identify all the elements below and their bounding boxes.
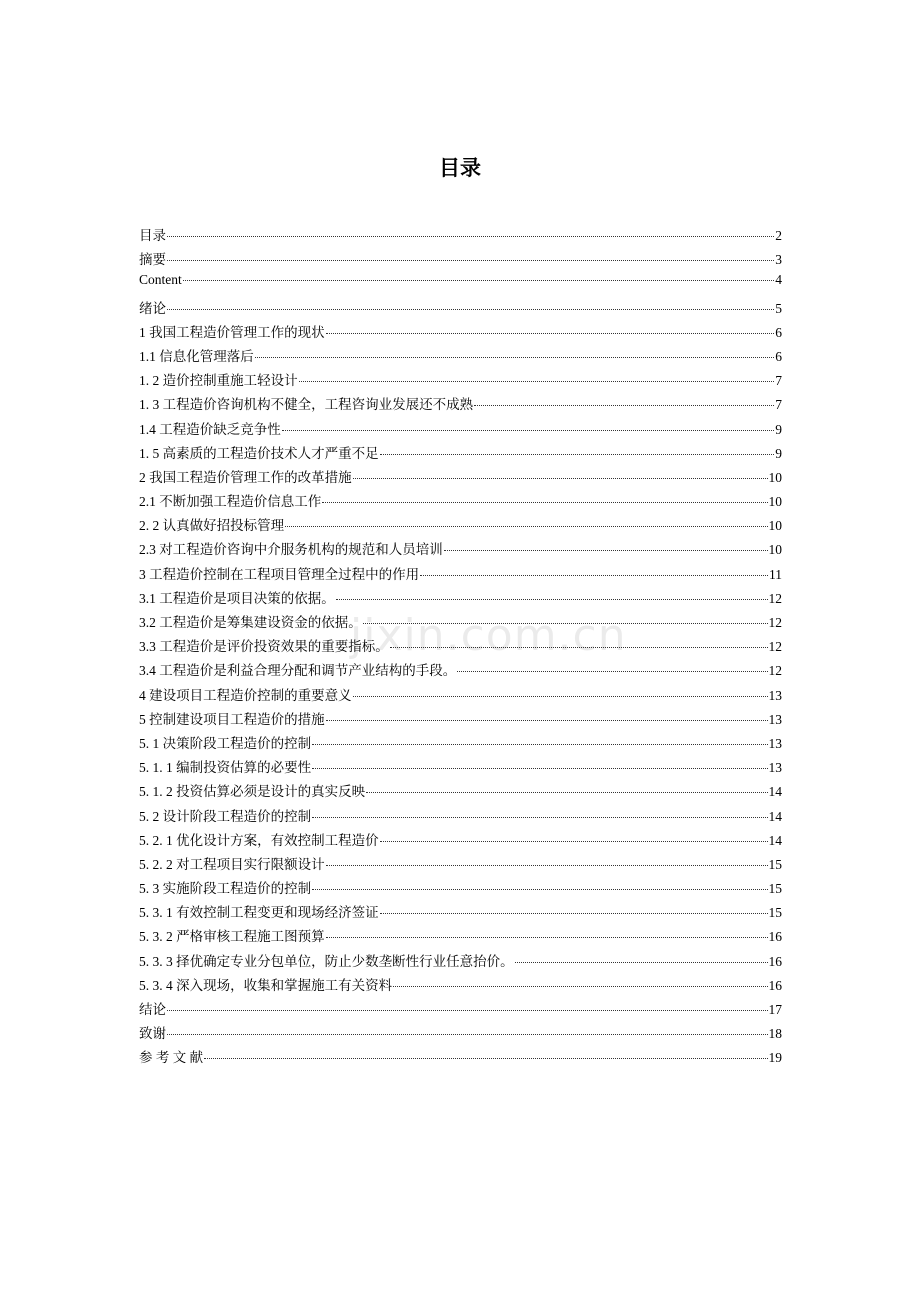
toc-entry-label: 4 建设项目工程造价控制的重要意义 <box>139 687 352 703</box>
toc-leader-dots <box>285 526 767 527</box>
toc-leader-dots <box>420 575 768 576</box>
toc-entry-page-number: 11 <box>769 566 782 582</box>
toc-entry-label: 5. 1. 2 投资估算必须是设计的真实反映 <box>139 784 366 800</box>
toc-leader-dots <box>322 502 767 503</box>
toc-entry[interactable] <box>139 611 782 635</box>
toc-entry-label: 摘要 <box>139 252 166 268</box>
toc-entry[interactable] <box>139 563 782 587</box>
toc-entry-label: 2.3 对工程造价咨询中介服务机构的规范和人员培训 <box>139 542 443 558</box>
toc-leader-dots <box>299 381 775 382</box>
toc-entry-page-number: 13 <box>768 711 782 727</box>
toc-entry[interactable] <box>139 780 782 804</box>
toc-leader-dots <box>326 720 768 721</box>
toc-entry-page-number: 7 <box>775 373 782 389</box>
toc-entry-page-number: 3 <box>775 252 782 268</box>
toc-entry[interactable] <box>139 369 782 393</box>
toc-entry-page-number: 6 <box>775 348 782 364</box>
toc-leader-dots <box>167 260 774 261</box>
toc-leader-dots <box>366 792 767 793</box>
toc-entry[interactable] <box>139 224 782 248</box>
toc-leader-dots <box>167 1034 768 1035</box>
toc-entry[interactable] <box>139 974 782 998</box>
toc-entry-page-number: 10 <box>768 494 782 510</box>
toc-entry-page-number: 15 <box>768 881 782 897</box>
toc-entry-page-number: 16 <box>768 929 782 945</box>
toc-entry-label: 1.4 工程造价缺乏竞争性 <box>139 421 281 437</box>
toc-entry[interactable] <box>139 732 782 756</box>
toc-leader-dots <box>326 865 768 866</box>
toc-entry-page-number: 15 <box>768 856 782 872</box>
toc-leader-dots <box>204 1058 767 1059</box>
toc-entry[interactable] <box>139 829 782 853</box>
toc-entry[interactable] <box>139 538 782 562</box>
toc-entry[interactable] <box>139 248 782 272</box>
toc-leader-dots <box>363 623 768 624</box>
toc-entry-label: 5. 1. 1 编制投资估算的必要性 <box>139 760 312 776</box>
toc-entry-page-number: 16 <box>768 977 782 993</box>
toc-entry-page-number: 14 <box>768 832 782 848</box>
toc-leader-dots <box>380 841 768 842</box>
toc-entry-label: 1. 2 造价控制重施工轻设计 <box>139 373 298 389</box>
toc-entry[interactable] <box>139 466 782 490</box>
toc-entry[interactable] <box>139 708 782 732</box>
toc-entry-label: 3.1 工程造价是项目决策的依据。 <box>139 590 335 606</box>
toc-entry-label: 3.2 工程造价是筹集建设资金的依据。 <box>139 615 362 630</box>
toc-entry-label: 目录 <box>139 228 166 243</box>
toc-leader-dots <box>457 671 767 672</box>
toc-entry-label: 5. 1 决策阶段工程造价的控制 <box>139 735 312 751</box>
toc-leader-dots <box>312 744 767 745</box>
toc-entry[interactable] <box>139 925 782 949</box>
toc-leader-dots <box>515 962 768 963</box>
toc-entry-page-number: 4 <box>775 272 782 288</box>
toc-entry-label: 5. 2. 2 对工程项目实行限额设计 <box>139 856 325 872</box>
toc-leader-dots <box>444 550 768 551</box>
toc-entry-label: 5. 3. 2 严格审核工程施工图预算 <box>139 929 325 945</box>
toc-leader-dots <box>353 478 768 479</box>
toc-leader-dots <box>390 647 768 648</box>
toc-entry-label: 1.1 信息化管理落后 <box>139 348 254 364</box>
toc-entry-page-number: 16 <box>768 953 782 969</box>
toc-entry-page-number: 7 <box>775 397 782 413</box>
toc-entry[interactable] <box>139 684 782 708</box>
toc-entry-page-number: 12 <box>768 615 782 630</box>
toc-entry[interactable] <box>139 1046 782 1070</box>
toc-entry-label: 5. 3. 1 有效控制工程变更和现场经济签证 <box>139 905 379 921</box>
toc-leader-dots <box>380 913 768 914</box>
toc-entry-label: 致谢 <box>139 1026 166 1042</box>
toc-entry[interactable] <box>139 393 782 417</box>
watermark: jixin.com.cn <box>350 610 627 661</box>
toc-entry-label: 1 我国工程造价管理工作的现状 <box>139 324 325 340</box>
toc-entry-page-number: 17 <box>768 1002 782 1017</box>
toc-entry-page-number: 10 <box>768 542 782 558</box>
toc-leader-dots <box>167 309 774 310</box>
toc-entry-page-number: 15 <box>768 905 782 921</box>
toc-entry[interactable] <box>139 756 782 780</box>
toc-entry[interactable] <box>139 418 782 442</box>
toc-leader-dots <box>312 817 767 818</box>
toc-entry-label: 1. 5 高素质的工程造价技术人才严重不足 <box>139 445 379 461</box>
toc-entry[interactable] <box>139 442 782 466</box>
toc-entry-page-number: 18 <box>768 1026 782 1042</box>
toc-entry-label: 5. 3. 4 深入现场，收集和掌握施工有关资料 <box>139 977 393 993</box>
table-of-contents <box>139 224 782 1071</box>
toc-entry-page-number: 14 <box>768 808 782 824</box>
toc-entry[interactable] <box>139 272 782 296</box>
toc-entry-page-number: 14 <box>768 784 782 800</box>
toc-entry[interactable] <box>139 345 782 369</box>
toc-entry-page-number: 9 <box>775 445 782 461</box>
toc-entry-page-number: 19 <box>768 1050 782 1066</box>
toc-entry-label: 2 我国工程造价管理工作的改革措施 <box>139 469 352 485</box>
toc-entry-page-number: 13 <box>768 760 782 776</box>
toc-leader-dots <box>474 405 774 406</box>
toc-entry-label: 2. 2 认真做好招投标管理 <box>139 518 285 534</box>
toc-entry-label: 1. 3 工程造价咨询机构不健全，工程咨询业发展还不成熟 <box>139 397 474 413</box>
toc-entry-page-number: 12 <box>768 639 782 655</box>
toc-entry[interactable] <box>139 297 782 321</box>
toc-entry[interactable] <box>139 659 782 683</box>
page-title: 目录 <box>439 156 481 180</box>
toc-entry[interactable] <box>139 587 782 611</box>
toc-entry[interactable] <box>139 1022 782 1046</box>
toc-entry[interactable] <box>139 853 782 877</box>
toc-entry-page-number: 13 <box>768 687 782 703</box>
toc-entry-page-number: 6 <box>775 324 782 340</box>
toc-entry-label: 5. 2. 1 优化设计方案，有效控制工程造价 <box>139 832 379 848</box>
toc-entry-label: 2.1 不断加强工程造价信息工作 <box>139 494 322 510</box>
toc-entry-page-number: 12 <box>768 663 782 679</box>
toc-leader-dots <box>312 768 767 769</box>
toc-leader-dots <box>183 280 775 281</box>
toc-entry-label: 绪论 <box>139 300 166 316</box>
toc-leader-dots <box>336 599 768 600</box>
toc-entry[interactable] <box>139 877 782 901</box>
toc-entry[interactable] <box>139 635 782 659</box>
toc-entry-label: 参 考 文 献 <box>139 1050 204 1066</box>
toc-entry-page-number: 10 <box>768 469 782 485</box>
toc-entry-label: 3 工程造价控制在工程项目管理全过程中的作用 <box>139 566 420 582</box>
toc-entry[interactable] <box>139 321 782 345</box>
toc-entry-page-number: 10 <box>768 518 782 534</box>
toc-entry[interactable] <box>139 490 782 514</box>
toc-leader-dots <box>167 1010 768 1011</box>
toc-leader-dots <box>282 430 775 431</box>
toc-entry-page-number: 13 <box>768 735 782 751</box>
toc-leader-dots <box>312 889 767 890</box>
toc-leader-dots <box>326 937 768 938</box>
toc-entry-label: Content <box>139 272 182 288</box>
toc-entry-page-number: 12 <box>768 590 782 606</box>
toc-leader-dots <box>353 696 768 697</box>
toc-entry-page-number: 9 <box>775 421 782 437</box>
toc-entry-label: 5. 2 设计阶段工程造价的控制 <box>139 808 312 824</box>
toc-entry-label: 3.3 工程造价是评价投资效果的重要指标。 <box>139 639 389 655</box>
toc-entry-label: 5. 3 实施阶段工程造价的控制 <box>139 881 312 897</box>
toc-entry-label: 5 控制建设项目工程造价的措施 <box>139 711 325 727</box>
toc-leader-dots <box>167 236 774 237</box>
toc-entry[interactable] <box>139 901 782 925</box>
toc-entry-page-number: 2 <box>775 228 782 243</box>
toc-leader-dots <box>326 333 775 334</box>
toc-entry-label: 5. 3. 3 择优确定专业分包单位，防止少数垄断性行业任意抬价。 <box>139 953 514 969</box>
toc-leader-dots <box>380 454 775 455</box>
toc-entry[interactable] <box>139 950 782 974</box>
toc-leader-dots <box>393 986 767 987</box>
toc-entry-page-number: 5 <box>775 300 782 316</box>
toc-entry[interactable] <box>139 514 782 538</box>
toc-leader-dots <box>255 357 775 358</box>
toc-entry-label: 3.4 工程造价是利益合理分配和调节产业结构的手段。 <box>139 663 457 679</box>
toc-entry-label: 结论 <box>139 1002 166 1017</box>
toc-entry[interactable] <box>139 805 782 829</box>
toc-entry[interactable] <box>139 998 782 1022</box>
